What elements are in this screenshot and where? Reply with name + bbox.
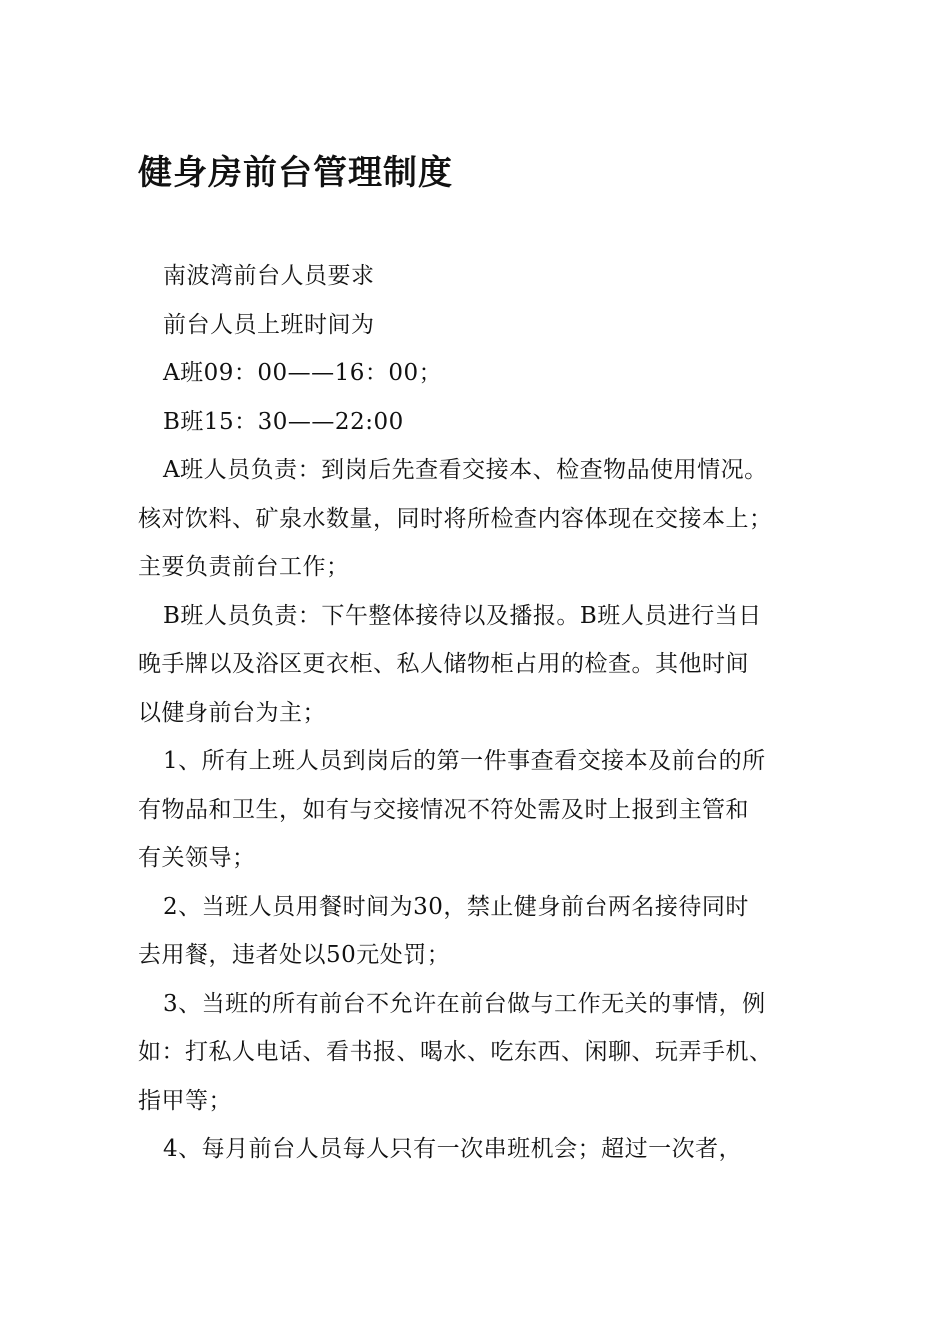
text-line: 南波湾前台人员要求	[163, 263, 375, 289]
text-line: 主要负责前台工作；	[138, 554, 350, 580]
text-line: B班人员负责：下午整体接待以及播报。B班人员进行当日	[163, 602, 762, 629]
paragraph-shift-a-time	[138, 349, 818, 398]
text-line: 如：打私人电话、看书报、喝水、吃东西、闲聊、玩弄手机、	[138, 1039, 773, 1065]
paragraph-rule-1	[138, 737, 818, 883]
paragraph-shift-b-duties	[138, 592, 818, 738]
text-line: 4、每月前台人员每人只有一次串班机会；超过一次者，	[163, 1136, 743, 1162]
paragraph-shift-hours-heading	[138, 301, 818, 350]
text-line: 以健身前台为主；	[138, 699, 326, 726]
paragraph-shift-a-duties	[138, 446, 818, 592]
text-line: 晚手牌以及浴区更衣柜、私人储物柜占用的检查。其他时间	[138, 651, 749, 677]
text-line: 前台人员上班时间为	[163, 311, 375, 338]
document-title: 健身房前台管理制度	[138, 153, 453, 193]
text-line: A班09：00——16：00；	[163, 360, 443, 386]
text-line: 2、当班人员用餐时间为30，禁止健身前台两名接待同时	[163, 893, 749, 920]
text-line: 3、当班的所有前台不允许在前台做与工作无关的事情，例	[163, 990, 766, 1017]
text-line: A班人员负责：到岗后先查看交接本、检查物品使用情况。	[163, 457, 768, 483]
paragraph-rule-2	[138, 883, 818, 980]
paragraph-staff-requirements	[138, 252, 818, 301]
paragraph-rule-3	[138, 980, 818, 1126]
text-line: 去用餐，违者处以50元处罚；	[138, 942, 451, 968]
paragraph-shift-b-time	[138, 398, 818, 447]
text-line: 指甲等；	[138, 1087, 232, 1114]
paragraph-rule-4	[138, 1125, 818, 1174]
text-line: 有物品和卫生，如有与交接情况不符处需及时上报到主管和	[138, 796, 749, 823]
document-body	[138, 252, 818, 1174]
text-line: B班15：30——22:00	[163, 408, 404, 435]
text-line: 1、所有上班人员到岗后的第一件事查看交接本及前台的所	[163, 748, 766, 774]
text-line: 有关领导；	[138, 845, 256, 871]
text-line: 核对饮料、矿泉水数量，同时将所检查内容体现在交接本上；	[138, 505, 773, 532]
